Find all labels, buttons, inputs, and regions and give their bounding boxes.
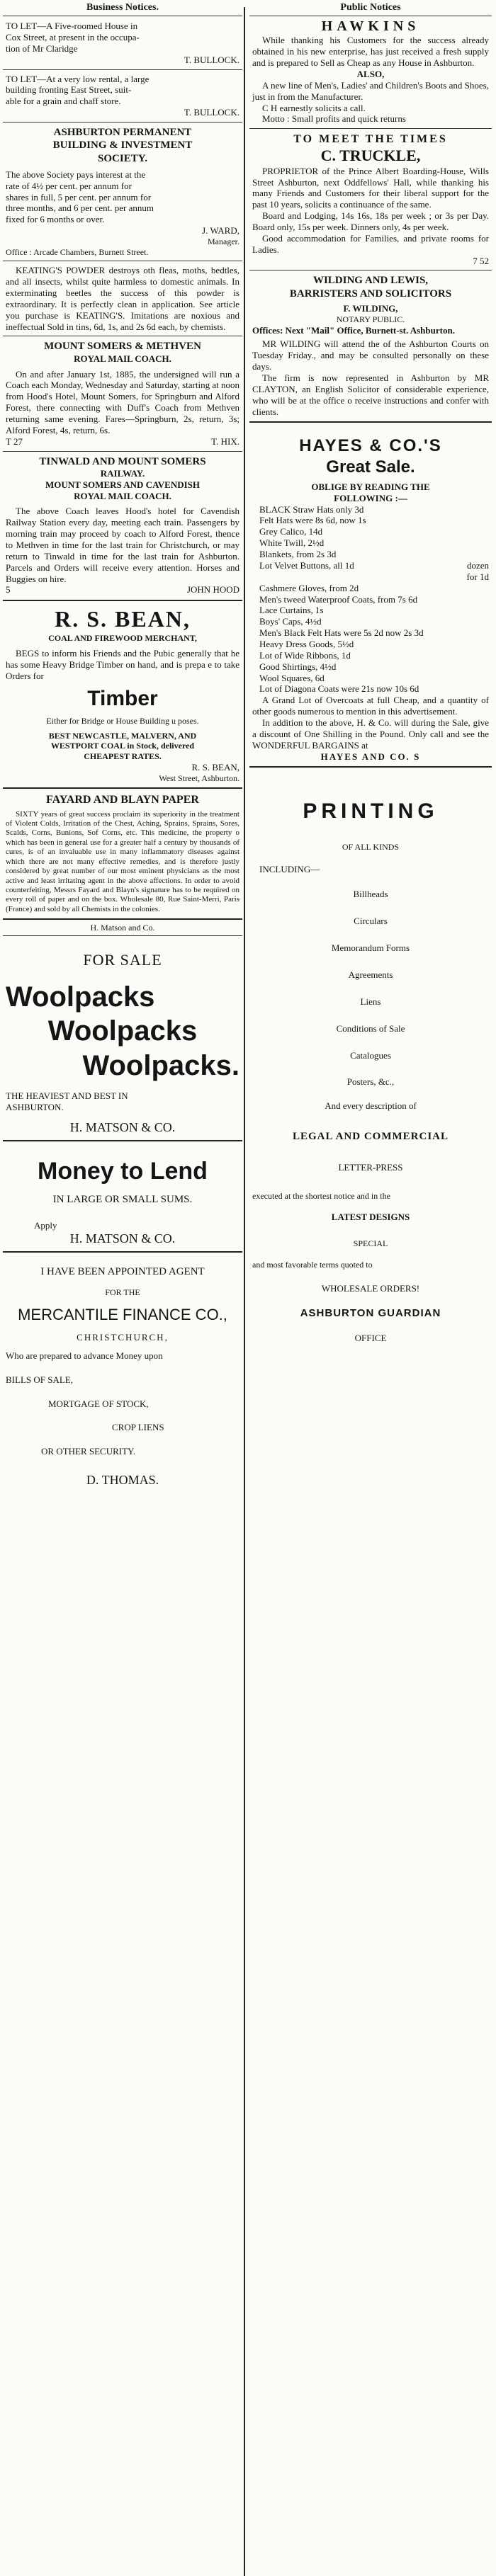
thomas-line: Who are prepared to advance Money upon bbox=[6, 1350, 163, 1361]
ad-hawkins bbox=[249, 16, 492, 126]
hayes-item: Boys' Caps, 4½d bbox=[259, 616, 322, 627]
thomas-line: I HAVE BEEN APPOINTED AGENT bbox=[40, 1266, 205, 1278]
society-line: shares in full, 5 per cent. per annum for bbox=[6, 191, 152, 203]
printing-item: Conditions of Sale bbox=[336, 1022, 405, 1034]
printing-terms: and most favorable terms quoted to bbox=[252, 1260, 373, 1270]
ad-wilding bbox=[249, 273, 492, 418]
wilding-title: BARRISTERS AND SOLICITORS bbox=[289, 287, 452, 300]
hayes-item: Men's Black Felt Hats were 5s 2d now 2s 3d bbox=[259, 627, 424, 639]
ad-house-sign: T. BULLOCK. bbox=[184, 54, 239, 65]
woolpacks-1: Woolpacks bbox=[6, 981, 155, 1013]
fayard-text: SIXTY years of great success proclaim its superiority in the treatment of Violent Colds, Irritation of the Chest, Aching, Sprains, Sprains, Sores, Scalds, Corns, Bunions, Sof Corns, etc. This medicine, the property o which has been in general use for a greater half a century by thousands of cures, is of an invaluable use in many inflammatory diseases against which there are not many effective remedies, and is therefore justly considered by great number of our most eminent physicians as the most active and least irritating agent in the above affections. In order to avoid counterfeiting, Messrs Fayard and Blayn's signature has to be required on every roll of paper and on the box. Wholesale 80, Rue Saint-Merri, Paris (France) and sold by all Chemists in the colonies. bbox=[6, 809, 239, 913]
ad-house bbox=[3, 16, 242, 67]
society-office: Office : Arcade Chambers, Burnett Street. bbox=[6, 246, 149, 257]
hayes-text2: In addition to the above, H. & Co. will during the Sale, give a discount of One Shilling in the Pound. Only call and see the WONDERFUL BARGAINS at bbox=[252, 717, 489, 751]
thomas-item: MORTGAGE OF STOCK, bbox=[48, 1398, 149, 1409]
ad-tinwald bbox=[3, 454, 242, 598]
bean-coal: BEST NEWCASTLE, MALVERN, AND bbox=[48, 730, 197, 741]
hayes-item: Lot of Diagona Coats were 21s now 10s 6d bbox=[259, 683, 419, 695]
ad-house-line: Cox Street, at present in the occupa- bbox=[6, 31, 140, 42]
ad-building-line: able for a grain and chaff store. bbox=[6, 96, 121, 107]
mail-ref: T 27 bbox=[6, 435, 23, 447]
thomas-title: MERCANTILE FINANCE CO., bbox=[18, 1306, 227, 1324]
bean-sub: COAL AND FIREWOOD MERCHANT, bbox=[48, 633, 197, 644]
ad-building bbox=[3, 72, 242, 120]
hawkins-motto: Motto : Small profits and quick returns bbox=[262, 113, 406, 125]
ad-house-line: tion of Mr Claridge bbox=[6, 42, 78, 54]
hayes-item: Felt Hats were 8s 6d, now 1s bbox=[259, 515, 366, 526]
mail-title: MOUNT SOMERS & METHVEN bbox=[44, 341, 201, 353]
wilding-text: MR WILDING will attend the of the Ashburton Courts on Tuesday Friday., and may be consulted personally on these days. bbox=[252, 338, 489, 372]
hayes-item: Wool Squares, 6d bbox=[259, 672, 325, 683]
society-title: SOCIETY. bbox=[98, 152, 147, 164]
fayard-title: FAYARD AND BLAYN PAPER bbox=[46, 794, 199, 807]
hayes-item: Good Shirtings, 4½d bbox=[259, 661, 337, 672]
thomas-city: CHRISTCHURCH, bbox=[77, 1331, 169, 1343]
tinwald-title: TINWALD AND MOUNT SOMERS bbox=[39, 455, 206, 467]
printing-guardian: ASHBURTON GUARDIAN bbox=[300, 1306, 441, 1319]
hayes-item: BLACK Straw Hats only 3d bbox=[259, 503, 364, 515]
wilding-name: F. WILDING, bbox=[343, 303, 398, 314]
hawkins-title: HAWKINS bbox=[321, 18, 420, 35]
hawkins-text3: C H earnestly solicits a call. bbox=[262, 102, 366, 113]
thomas-item: OR OTHER SECURITY. bbox=[41, 1446, 136, 1457]
tinwald-text: The above Coach leaves Hood's hotel for Cavendish Railway Station every day, meeting each train. Passengers by morning train may proceed by coach to Alford Forest, thence to Methven in time for the last train for Christchurch, or may return to Tinwald in time for the last train for Ashburton. Parcels and Orders will receive every attention. Horses and Buggies on hire. bbox=[6, 506, 239, 584]
thomas-for: FOR THE bbox=[105, 1287, 140, 1297]
bean-title: R. S. BEAN, bbox=[55, 606, 191, 632]
society-line: The above Society pays interest at the bbox=[6, 169, 146, 180]
society-role: Manager. bbox=[208, 236, 239, 246]
tinwald-title: RAILWAY. bbox=[100, 467, 145, 479]
bean-addr: West Street, Ashburton. bbox=[159, 773, 239, 783]
ad-house-line: TO LET—A Five-roomed House in bbox=[6, 21, 138, 32]
truckle-title: TO MEET THE TIMES bbox=[293, 133, 448, 146]
forsale-sign: H. MATSON & CO. bbox=[69, 1119, 176, 1134]
printing-title: PRINTING bbox=[303, 799, 439, 823]
money-line: IN LARGE OR SMALL SUMS. bbox=[52, 1194, 193, 1206]
tinwald-sign: JOHN HOOD bbox=[186, 584, 239, 595]
ad-thomas bbox=[3, 1255, 242, 1490]
hayes-text: A Grand Lot of Overcoats at full Cheap, and a quantity of other goods numerous to mention in this advertisement. bbox=[252, 695, 489, 717]
hayes-item: Cashmere Gloves, from 2d bbox=[259, 582, 359, 593]
divider bbox=[3, 69, 242, 70]
divider bbox=[249, 128, 492, 129]
hayes-item: Blankets, from 2s 3d bbox=[259, 549, 337, 560]
mail-sign: T. HIX. bbox=[211, 435, 239, 447]
printing-wholesale: WHOLESALE ORDERS! bbox=[321, 1283, 420, 1294]
woolpacks-2: Woolpacks bbox=[47, 1015, 198, 1047]
printing-item: Billheads bbox=[353, 889, 388, 900]
society-sign: J. WARD, bbox=[202, 225, 239, 236]
forsale-line: ASHBURTON. bbox=[6, 1101, 64, 1112]
hayes-title: HAYES & CO.'S bbox=[299, 436, 442, 456]
society-title: BUILDING & INVESTMENT bbox=[52, 139, 193, 152]
printing-item: Posters, &c., bbox=[346, 1076, 395, 1088]
divider bbox=[3, 787, 242, 789]
wilding-offices: Offices: Next "Mail" Office, Burnett-st. Ashburton. bbox=[252, 324, 455, 336]
ad-fayard bbox=[3, 792, 242, 916]
hayes-item: Lot of Wide Ribbons, 1d bbox=[259, 649, 351, 661]
truckle-board: Board and Lodging, 14s 16s, 18s per week ; or 3s per Day. Board only, 15s per week. Dinners only, 4s per week. bbox=[252, 210, 489, 232]
woolpacks-3: Woolpacks. bbox=[82, 1050, 239, 1082]
hayes-item: Heavy Dress Goods, 5½d bbox=[259, 638, 354, 649]
forsale-title: FOR SALE bbox=[83, 950, 162, 969]
divider bbox=[249, 421, 492, 423]
money-sign: H. MATSON & CO. bbox=[69, 1231, 176, 1246]
ad-keating bbox=[3, 263, 242, 334]
bean-timber: Timber bbox=[87, 686, 158, 710]
divider bbox=[249, 766, 492, 768]
bean-coal: CHEAPEST RATES. bbox=[84, 751, 162, 762]
ad-society bbox=[3, 125, 242, 258]
hayes-item: Grey Calico, 14d bbox=[259, 526, 323, 537]
society-line: fixed for 6 months or over. bbox=[6, 214, 105, 225]
ad-hayes bbox=[249, 426, 492, 763]
wilding-title: WILDING AND LEWIS, bbox=[312, 275, 429, 287]
hayes-sign: HAYES AND CO. S bbox=[320, 751, 421, 762]
column-divider bbox=[244, 7, 245, 2576]
printing-special: SPECIAL bbox=[353, 1238, 388, 1248]
divider bbox=[3, 918, 242, 920]
ad-building-line: building fronting East Street, suit- bbox=[6, 84, 132, 96]
divider bbox=[3, 1140, 242, 1141]
printing-latest: LATEST DESIGNS bbox=[331, 1211, 410, 1222]
printing-office: OFFICE bbox=[354, 1333, 387, 1344]
forsale-line: THE HEAVIEST AND BEST IN bbox=[6, 1090, 128, 1101]
hayes-item: White Twill, 2½d bbox=[259, 537, 325, 549]
right-column bbox=[249, 0, 492, 2576]
ad-building-line: TO LET—At a very low rental, a large bbox=[6, 73, 150, 84]
wilding-text2: The firm is now represented in Ashburton by MR CLAYTON, an English Solicitor of considerable experience, who will be at the office o receive instructions and confer with clients. bbox=[252, 372, 489, 417]
printing-exec: executed at the shortest notice and in the bbox=[252, 1191, 390, 1202]
money-apply: Apply bbox=[34, 1220, 57, 1231]
printing-press: LETTER-PRESS bbox=[338, 1161, 403, 1173]
truckle-ref: 7 52 bbox=[473, 255, 489, 266]
ad-truckle bbox=[249, 131, 492, 268]
society-line: rate of 4½ per cent. per annum for bbox=[6, 180, 132, 191]
keating-text: KEATING'S POWDER destroys oth fleas, moths, bedtles, and all insects, whilst quite harmless to domestic animals. In exterminating beetles the success of this powder is extraordinary. It is perfectly clean in application. See article you purchase is KEATING'S. Imitations are noxious and ineffectual Sold in tins, 6d, 1s, and 2s 6d each, by chemists. bbox=[6, 265, 239, 332]
printing-sub: OF ALL KINDS bbox=[342, 841, 400, 852]
printing-item: Circulars bbox=[354, 916, 388, 927]
ad-forsale bbox=[3, 938, 242, 1137]
hayes-item: Lot Velvet Buttons, all 1d bbox=[259, 559, 354, 571]
ad-building-sign: T. BULLOCK. bbox=[184, 107, 239, 118]
money-title: Money to Lend bbox=[38, 1157, 208, 1185]
printing-legal: LEGAL AND COMMERCIAL bbox=[292, 1131, 449, 1143]
wilding-role: NOTARY PUBLIC. bbox=[336, 314, 405, 324]
left-column bbox=[3, 0, 242, 2576]
thomas-sign: D. THOMAS. bbox=[86, 1473, 159, 1488]
hayes-dozen2: for 1d bbox=[466, 571, 489, 582]
hawkins-also: ALSO, bbox=[356, 69, 385, 80]
divider bbox=[3, 451, 242, 452]
bean-sign: R. S. BEAN, bbox=[191, 761, 239, 773]
hayes-oblige: OBLIGE BY READING THE bbox=[311, 481, 430, 492]
printing-incl: INCLUDING— bbox=[259, 863, 320, 874]
mail-title: ROYAL MAIL COACH. bbox=[74, 353, 171, 364]
matson-header: H. Matson and Co. bbox=[90, 923, 155, 933]
thomas-item: CROP LIENS bbox=[112, 1422, 164, 1433]
hawkins-text: While thanking his Customers for the success already obtained in his new enterprise, has just received a fresh supply and is prepared to Sell as Cheap as any House in Ashburton. bbox=[252, 35, 489, 69]
printing-item: Agreements bbox=[348, 969, 393, 981]
truckle-text: PROPRIETOR of the Prince Albert Boarding-House, Wills Street Ashburton, next Oddfellows' Hall, while thanking his many Friends and Customers for their liberal support for the past 10 years, solicits a continuance of the same. bbox=[252, 165, 489, 210]
society-title: ASHBURTON PERMANENT bbox=[53, 126, 192, 138]
ad-printing bbox=[249, 770, 492, 1345]
hayes-item: Men's tweed Waterproof Coats, from 7s 6d bbox=[259, 593, 418, 605]
mail-text: On and after January 1st, 1885, the undersigned will run a Coach each Monday, Wednesday and Saturday, starting at noon from Hood's Hotel, Mount Somers, for Springburn and Alford Forest, there connecting with Duff's Coach from Methven returning same evening. Fares—Springburn, 2s, return, 3s; Alford Forest, 4s, return, 6s. bbox=[6, 368, 239, 435]
ad-bean bbox=[3, 604, 242, 785]
printing-item: Memorandum Forms bbox=[331, 942, 410, 954]
hayes-item: Lace Curtains, 1s bbox=[259, 605, 324, 616]
left-header: Business Notices. bbox=[3, 0, 242, 16]
hawkins-text2: A new line of Men's, Ladies' and Children's Boots and Shoes, just in from the Manufacturer. bbox=[252, 79, 489, 102]
hayes-sub: Great Sale. bbox=[326, 457, 415, 477]
society-line: three months, and 6 per cent. per annum bbox=[6, 203, 154, 214]
truckle-good: Good accommodation for Families, and private rooms for Ladies. bbox=[252, 232, 489, 255]
bean-text: BEGS to inform his Friends and the Pubic generally that he has some Heavy Bridge Timber on hand, and is prepa e to take Orders for bbox=[6, 647, 239, 681]
hayes-following: FOLLOWING :— bbox=[334, 492, 407, 503]
divider bbox=[3, 1251, 242, 1253]
printing-item: Catalogues bbox=[350, 1049, 391, 1061]
hayes-dozen: dozen bbox=[466, 559, 489, 571]
tinwald-title: MOUNT SOMERS AND CAVENDISH bbox=[45, 479, 201, 490]
ad-money bbox=[3, 1144, 242, 1249]
divider bbox=[3, 935, 242, 936]
printing-every: And every description of bbox=[325, 1100, 417, 1112]
bean-timber-sub: Either for Bridge or House Building u poses. bbox=[46, 716, 199, 726]
tinwald-ref: 5 bbox=[6, 584, 11, 595]
tinwald-title: ROYAL MAIL COACH. bbox=[74, 490, 171, 501]
printing-item: Liens bbox=[360, 996, 381, 1007]
divider bbox=[3, 600, 242, 601]
ad-mail bbox=[3, 338, 242, 448]
truckle-name: C. TRUCKLE, bbox=[320, 146, 421, 164]
bean-coal: WESTPORT COAL in Stock, delivered bbox=[50, 741, 195, 751]
right-header: Public Notices bbox=[249, 0, 492, 16]
thomas-item: BILLS OF SALE, bbox=[6, 1374, 73, 1385]
